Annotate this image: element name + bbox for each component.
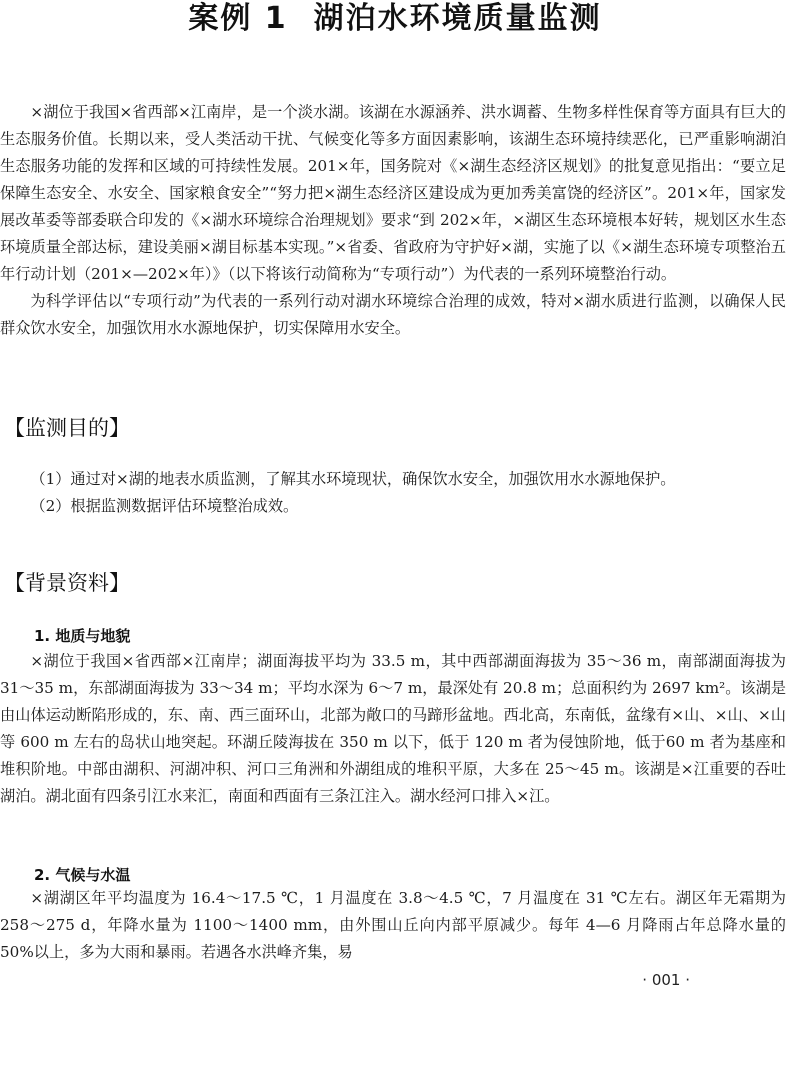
geology-subheading: 1. 地质与地貌 [34, 627, 131, 645]
case-title-text: 湖泊水环境质量监测 [313, 1, 602, 36]
geology-section [0, 648, 786, 810]
case-number: 案例 1 [188, 1, 288, 36]
purpose-heading: 【监测目的】 [4, 416, 130, 440]
page-number: · 001 · [642, 971, 690, 989]
geology-paragraph: ×湖位于我国×省西部×江南岸；湖面海拔平均为 33.5 m，其中西部湖面海拔为 35～36 m，南部湖面海拔为 31～35 m，东部湖面海拔为 33～34 m；平均水深为 6～7 m，最深处有 20.8 m；总面积约为 2697 km²。该湖是由山体运动断陷形成的，东、南、西三面环山，北部为敞口的马蹄形盆地。西北高，东南低，盆缘有×山、×山、×山等 600 m 左右的岛状山地突起。环湖丘陵海拔在 350 m 以下，低于 120 m 者为侵蚀阶地，低于60 m 者为基座和堆积阶地。中部由湖积、河湖冲积、河口三角洲和外湖组成的堆积平原，大多在 25～45 m。该湖是×江重要的吞吐湖泊。湖北面有四条引江水来汇，南面和西面有三条江注入。湖水经河口排入×江。 [0, 652, 786, 805]
purpose-list [0, 466, 786, 520]
purpose-item: （1）通过对×湖的地表水质监测，了解其水环境现状，确保饮水安全，加强饮用水水源地保护。 [30, 470, 676, 488]
climate-subheading: 2. 气候与水温 [34, 866, 131, 884]
intro-paragraph: 为科学评估以“专项行动”为代表的一系列行动对湖水环境综合治理的成效，特对×湖水质进行监测，以确保人民群众饮水安全，加强饮用水水源地保护，切实保障用水安全。 [0, 292, 786, 337]
case-title [0, 0, 790, 38]
climate-section [0, 885, 786, 966]
intro-section [0, 99, 786, 342]
background-heading: 【背景资料】 [4, 571, 130, 595]
purpose-item: （2）根据监测数据评估环境整治成效。 [30, 497, 299, 515]
climate-paragraph: ×湖湖区年平均温度为 16.4～17.5 ℃，1 月温度在 3.8～4.5 ℃，7 月温度在 31 ℃左右。湖区年无霜期为 258～275 d，年降水量为 1100～1400 mm，由外围山丘向内部平原减少。每年 4—6 月降雨占年总降水量的 50%以上，多为大雨和暴雨。若遇各水洪峰齐集，易 [0, 889, 786, 961]
intro-paragraph: ×湖位于我国×省西部×江南岸，是一个淡水湖。该湖在水源涵养、洪水调蓄、生物多样性保育等方面具有巨大的生态服务价值。长期以来，受人类活动干扰、气候变化等多方面因素影响，该湖生态环境持续恶化，已严重影响湖泊生态服务功能的发挥和区域的可持续性发展。201×年，国务院对《×湖生态经济区规划》的批复意见指出：“要立足保障生态安全、水安全、国家粮食安全”“努力把×湖生态经济区建设成为更加秀美富饶的经济区”。201×年，国家发展改革委等部委联合印发的《×湖水环境综合治理规划》要求“到 202×年，×湖区生态环境根本好转，规划区水生态环境质量全部达标，建设美丽×湖目标基本实现。”×省委、省政府为守护好×湖，实施了以《×湖生态环境专项整治五年行动计划（201×—202×年）》（以下将该行动简称为“专项行动”）为代表的一系列环境整治行动。 [0, 103, 786, 283]
